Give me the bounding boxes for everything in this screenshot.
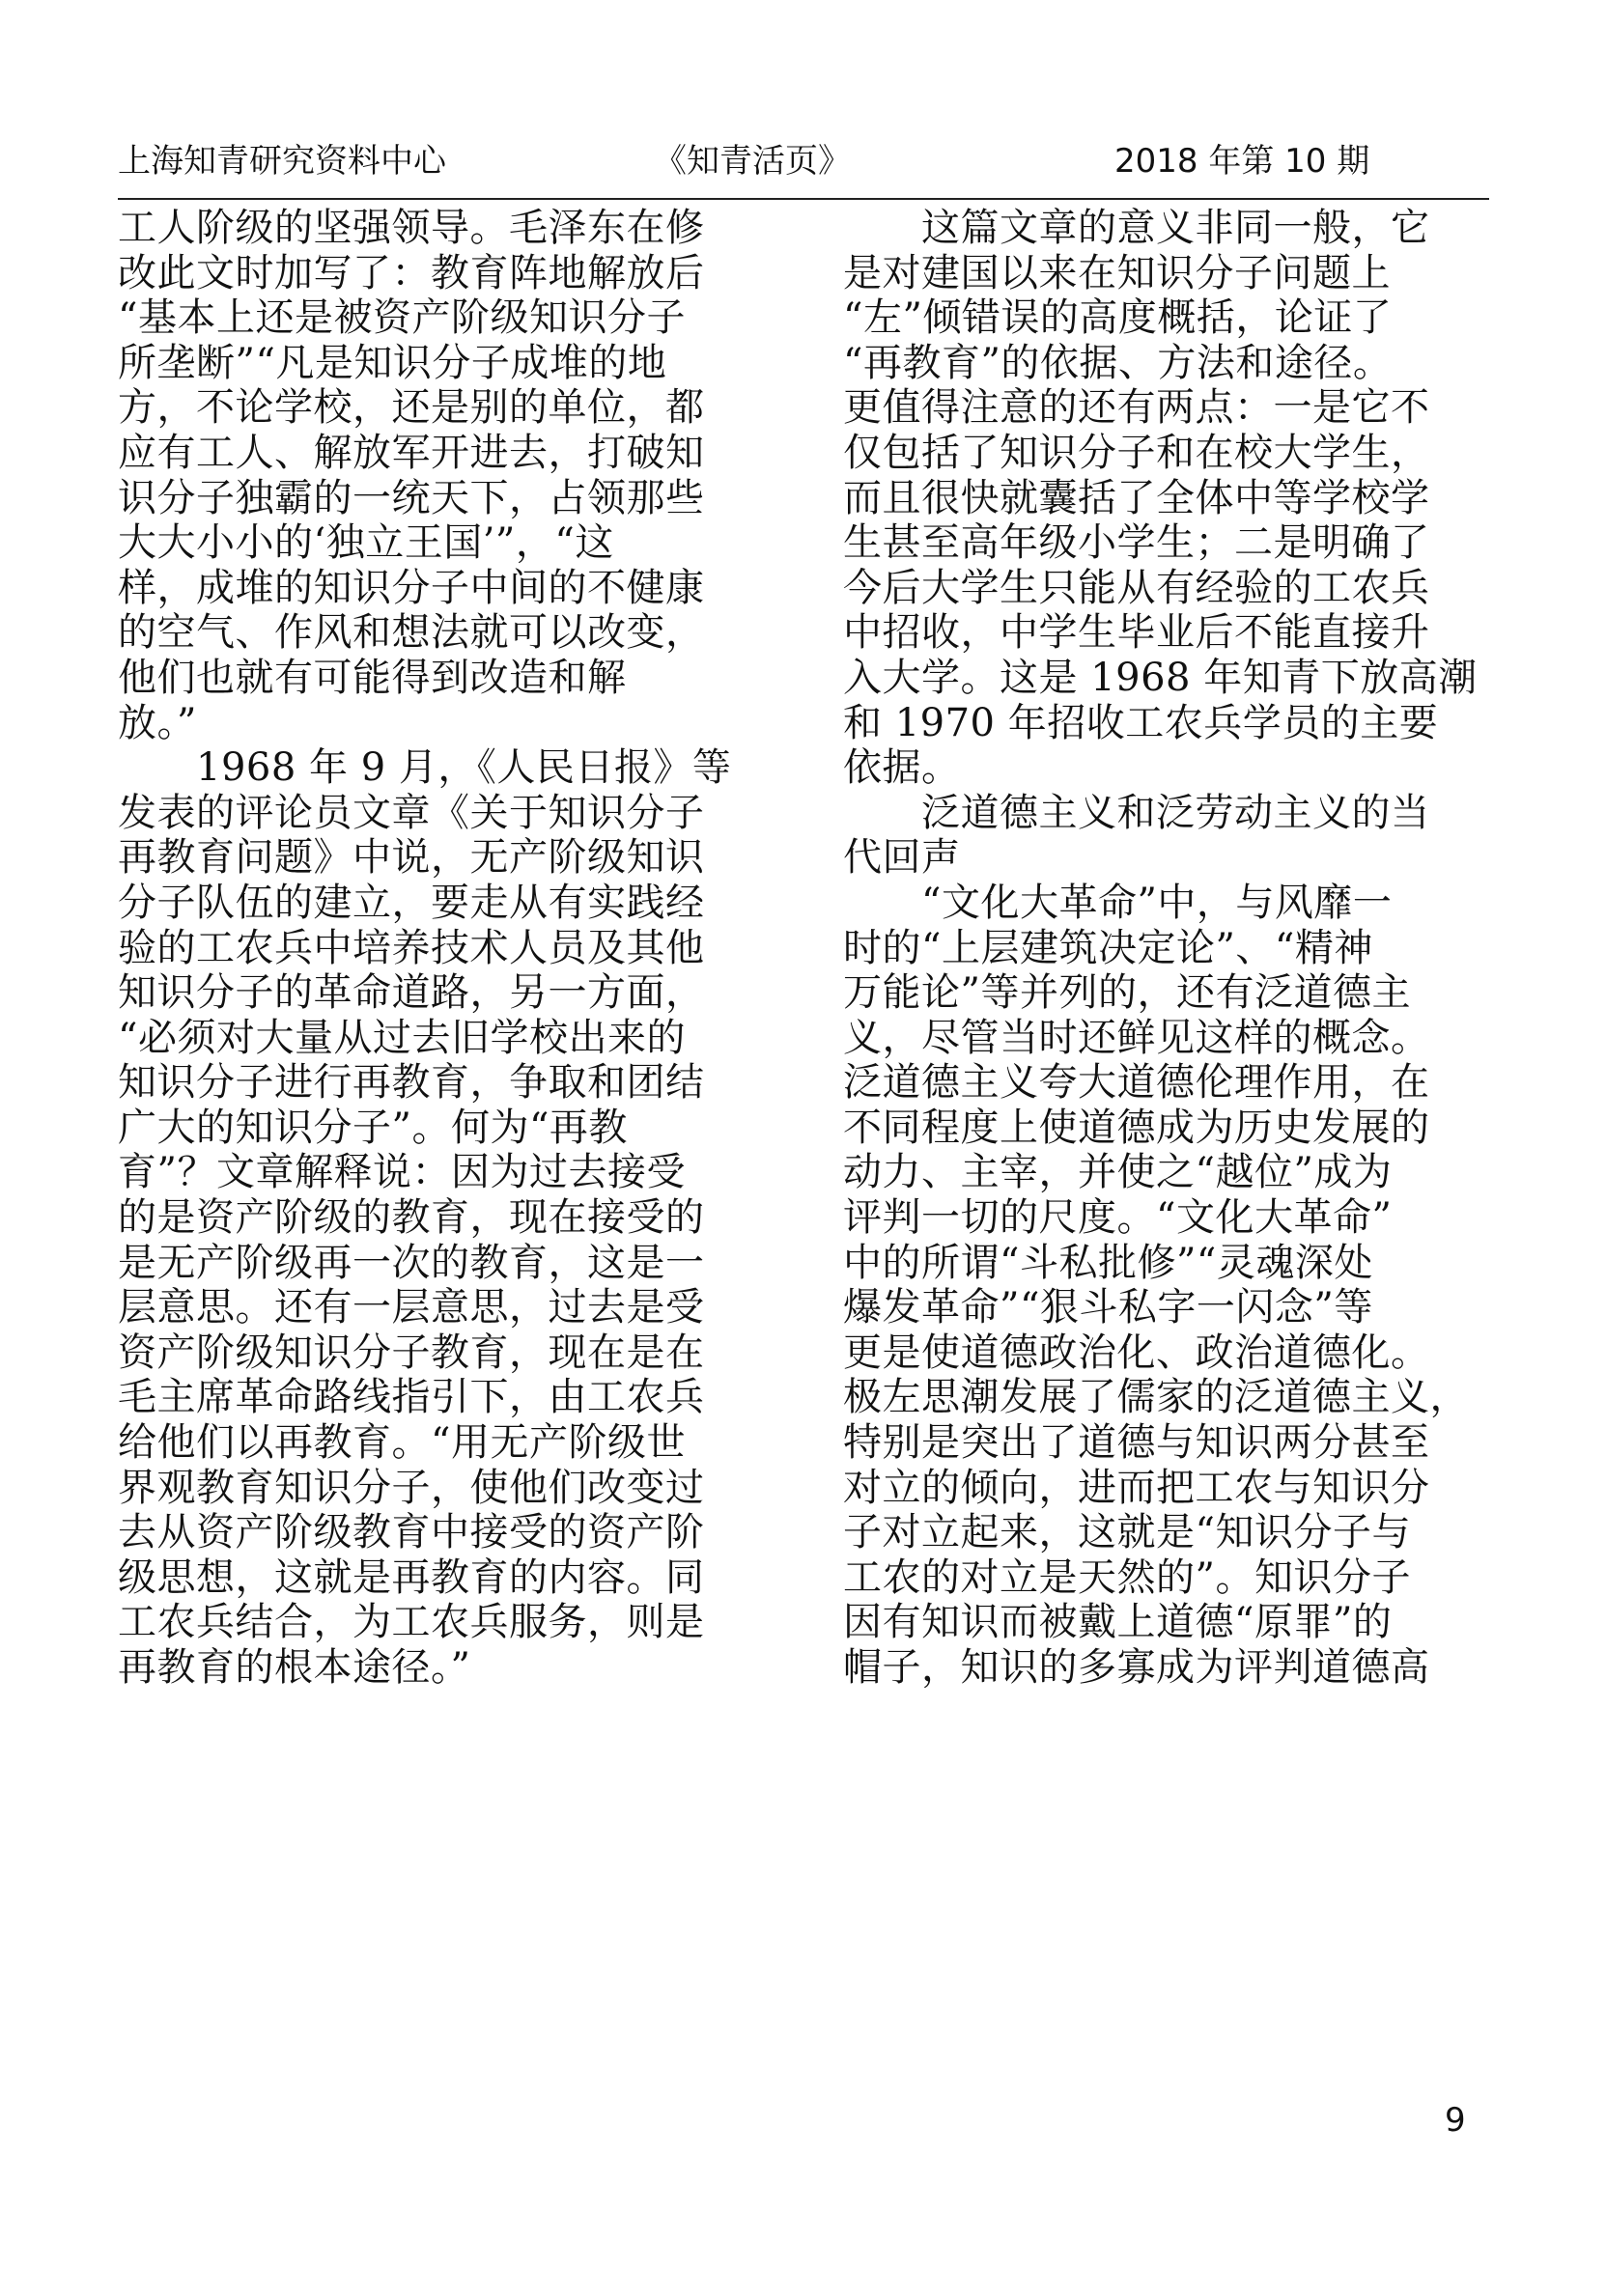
text-line: 界观教育知识分子，使他们改变过	[118, 1465, 705, 1510]
text-line: 再教育问题》中说，无产阶级知识	[118, 835, 705, 881]
text-line: 1968 年 9 月，《人民日报》等	[118, 745, 732, 791]
text-line: 样，成堆的知识分子中间的不健康	[118, 565, 705, 610]
text-line: 大大小小的‘独立王国’”，“这	[118, 520, 614, 566]
left-column	[118, 206, 755, 1691]
text-line: 给他们以再教育。“用无产阶级世	[118, 1420, 686, 1466]
text-line: 极左思潮发展了儒家的泛道德主义，	[843, 1375, 1469, 1420]
text-line: 今后大学生只能从有经验的工农兵	[843, 565, 1430, 610]
header-rule	[118, 198, 1489, 200]
text-line: “左”倾错误的高度概括，论证了	[843, 295, 1393, 341]
text-line: 依据。	[843, 745, 961, 791]
text-line: “基本上还是被资产阶级知识分子	[118, 295, 686, 341]
text-line: 知识分子的革命道路，另一方面，	[118, 970, 705, 1016]
text-line: 的空气、作风和想法就可以改变，	[118, 610, 705, 656]
text-line: 更是使道德政治化、政治道德化。	[843, 1330, 1430, 1375]
text-line: 对立的倾向，进而把工农与知识分	[843, 1465, 1430, 1510]
text-line: 更值得注意的还有两点：一是它不	[843, 385, 1430, 431]
text-line: 他们也就有可能得到改造和解	[118, 655, 627, 700]
text-line: 去从资产阶级教育中接受的资产阶	[118, 1510, 705, 1555]
text-line: 方，不论学校，还是别的单位，都	[118, 385, 705, 431]
text-line: 广大的知识分子”。何为“再教	[118, 1105, 628, 1150]
text-line: 验的工农兵中培养技术人员及其他	[118, 925, 705, 970]
text-line: 义，尽管当时还鲜见这样的概念。	[843, 1015, 1430, 1060]
header-publication-title: 《知青活页》	[654, 142, 851, 181]
text-line: 是无产阶级再一次的教育，这是一	[118, 1240, 705, 1285]
text-line: 因有知识而被戴上道德“原罪”的	[843, 1600, 1393, 1645]
text-line: 放。”	[118, 700, 197, 745]
text-line: 爆发革命”“狠斗私字一闪念”等	[843, 1285, 1373, 1330]
text-line: 是对建国以来在知识分子问题上	[843, 250, 1391, 295]
text-line: 知识分子进行再教育，争取和团结	[118, 1060, 705, 1106]
text-line: “文化大革命”中，与风靡一	[843, 880, 1393, 925]
text-line: 再教育的根本途径。”	[118, 1645, 471, 1690]
text-line: “再教育”的依据、方法和途径。	[843, 340, 1393, 385]
text-line: 时的“上层建筑决定论”、“精神	[843, 925, 1373, 970]
text-line: 级思想，这就是再教育的内容。同	[118, 1554, 705, 1600]
running-header	[118, 135, 1489, 187]
text-line: 子对立起来，这就是“知识分子与	[843, 1510, 1411, 1555]
text-line: 的是资产阶级的教育，现在接受的	[118, 1195, 705, 1241]
text-line: 改此文时加写了：教育阵地解放后	[118, 250, 705, 295]
right-column	[843, 206, 1490, 1691]
text-line: 中招收，中学生毕业后不能直接升	[843, 610, 1430, 656]
text-line: 代回声	[843, 835, 961, 881]
text-line: 育”？文章解释说：因为过去接受	[118, 1150, 686, 1195]
text-line: 这篇文章的意义非同一般，它	[843, 206, 1430, 250]
text-line: 帽子，知识的多寡成为评判道德高	[843, 1645, 1430, 1690]
text-line: 泛道德主义夸大道德伦理作用，在	[843, 1060, 1430, 1106]
page-number: 9	[1445, 2101, 1466, 2140]
text-line: 仅包括了知识分子和在校大学生，	[843, 430, 1430, 475]
text-line: 识分子独霸的一统天下，占领那些	[118, 475, 705, 520]
text-line: 工农兵结合，为工农兵服务，则是	[118, 1600, 705, 1645]
text-line: 层意思。还有一层意思，过去是受	[118, 1285, 705, 1330]
text-line: 评判一切的尺度。“文化大革命”	[843, 1195, 1393, 1241]
text-line: 泛道德主义和泛劳动主义的当	[843, 790, 1430, 835]
text-line: 工人阶级的坚强领导。毛泽东在修	[118, 206, 705, 250]
text-line: 动力、主宰，并使之“越位”成为	[843, 1150, 1393, 1195]
text-line: 毛主席革命路线指引下，由工农兵	[118, 1375, 705, 1420]
text-line: 应有工人、解放军开进去，打破知	[118, 430, 705, 475]
text-line: 所垄断”“凡是知识分子成堆的地	[118, 340, 667, 385]
text-line: 分子队伍的建立，要走从有实践经	[118, 880, 705, 925]
text-line: 特别是突出了道德与知识两分甚至	[843, 1420, 1430, 1466]
text-line: 而且很快就囊括了全体中等学校学	[843, 475, 1430, 520]
text-line: 入大学。这是 1968 年知青下放高潮	[843, 655, 1478, 700]
text-line: 发表的评论员文章《关于知识分子	[118, 790, 705, 835]
header-issue: 2018 年第 10 期	[1114, 142, 1370, 181]
text-line: 中的所谓“斗私批修”“灵魂深处	[843, 1240, 1373, 1285]
text-line: 万能论”等并列的，还有泛道德主	[843, 970, 1411, 1016]
text-line: 不同程度上使道德成为历史发展的	[843, 1105, 1430, 1150]
header-publisher: 上海知青研究资料中心	[118, 142, 446, 181]
text-line: 工农的对立是天然的”。知识分子	[843, 1554, 1411, 1600]
text-line: 生甚至高年级小学生；二是明确了	[843, 520, 1430, 566]
text-line: “必须对大量从过去旧学校出来的	[118, 1015, 686, 1060]
text-line: 和 1970 年招收工农兵学员的主要	[843, 700, 1439, 745]
text-line: 资产阶级知识分子教育，现在是在	[118, 1330, 705, 1375]
